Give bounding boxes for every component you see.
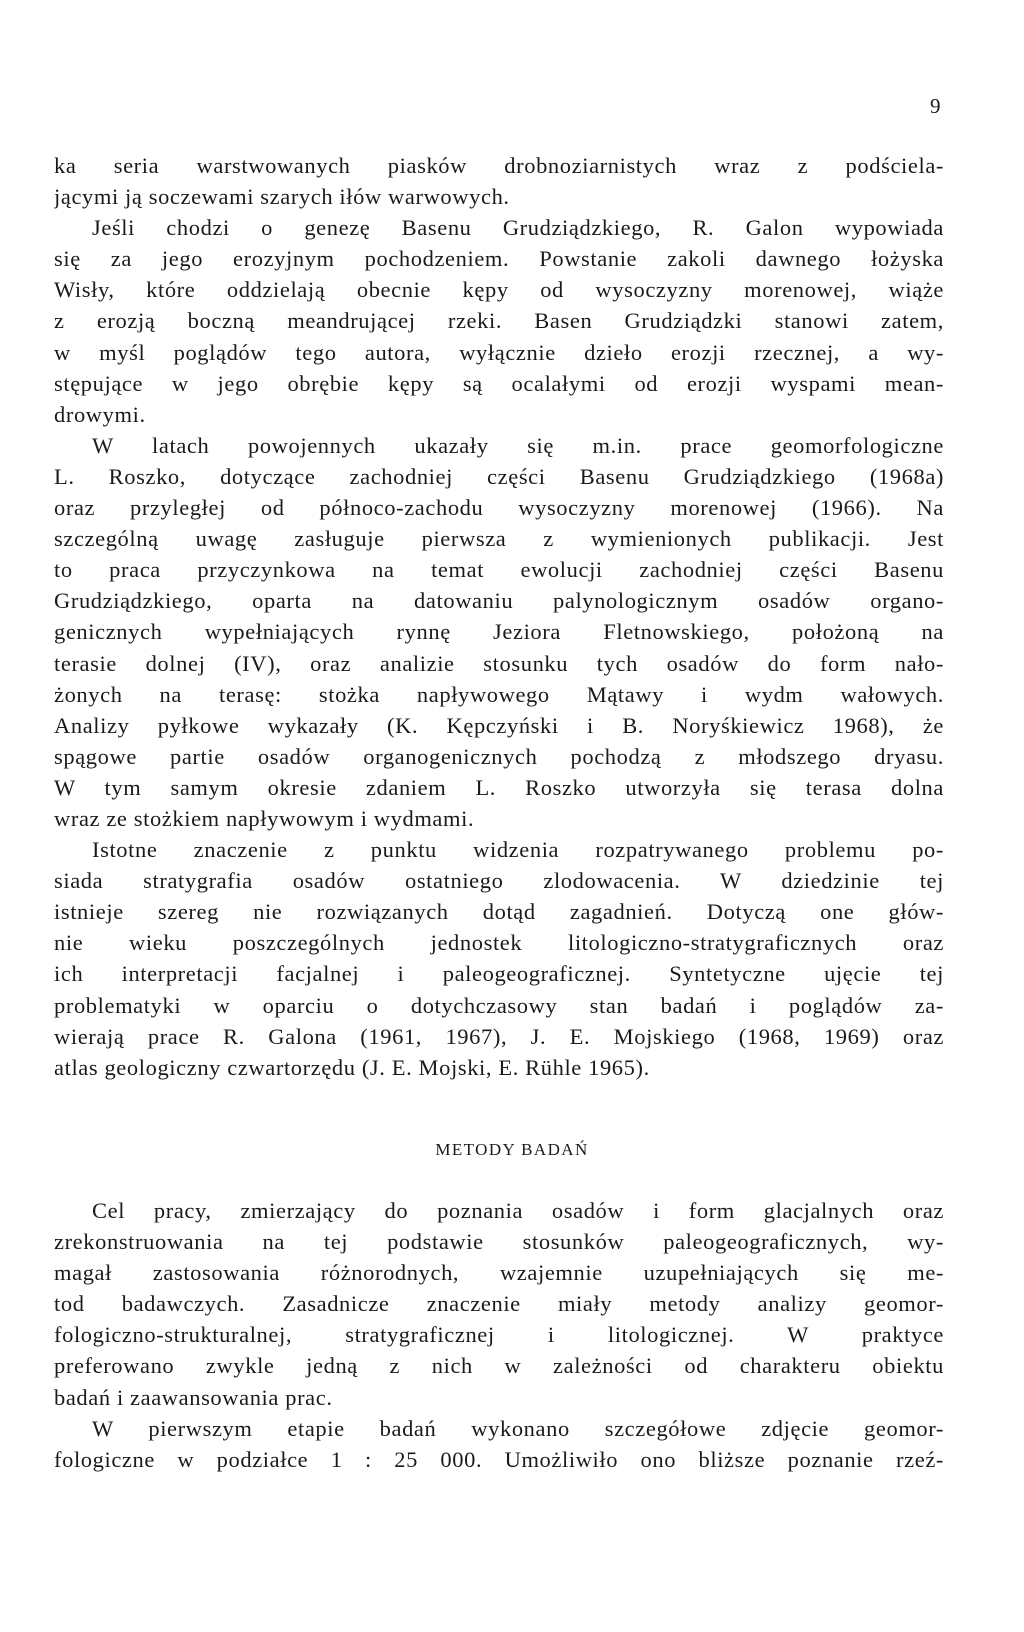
text-line: to praca przyczynkowa na temat ewolucji zachodniej części Basenu [54, 557, 944, 583]
text-line: badań i zaawansowania prac. [54, 1384, 333, 1410]
text-line: wierają prace R. Galona (1961, 1967), J. E. Mojskiego (1968, 1969) oraz [54, 1023, 944, 1049]
section-heading: METODY BADAŃ [435, 1140, 589, 1159]
text-line: ich interpretacji facjalnej i paleogeograficznej. Syntetyczne ujęcie tej [54, 961, 944, 987]
text-line: istnieje szereg nie rozwiązanych dotąd zagadnień. Dotyczą one głów- [54, 899, 944, 925]
text-line: z erozją boczną meandrującej rzeki. Basen Grudziądzki stanowi zatem, [54, 308, 944, 334]
text-line: tod badawczych. Zasadnicze znaczenie miały metody analizy geomor- [54, 1291, 944, 1317]
text-line: stępujące w jego obrębie kępy są ocalałymi od erozji wyspami mean- [54, 370, 944, 396]
text-line: preferowano zwykle jedną z nich w zależności od charakteru obiektu [54, 1353, 944, 1379]
text-line: spągowe partie osadów organogenicznych pochodzą z młodszego dryasu. [54, 743, 944, 769]
text-line: W latach powojennych ukazały się m.in. prace geomorfologiczne [92, 432, 944, 458]
text-line: drowymi. [54, 401, 146, 427]
text-line: Wisły, które oddzielają obecnie kępy od wysoczyzny morenowej, wiąże [54, 277, 944, 303]
text-line: Istotne znaczenie z punktu widzenia rozpatrywanego problemu po- [92, 837, 944, 863]
text-line: L. Roszko, dotyczące zachodniej części Basenu Grudziądzkiego (1968a) [54, 463, 944, 489]
text-line: nie wieku poszczególnych jednostek litologiczno-stratygraficznych oraz [54, 930, 944, 956]
text-line: oraz przyległej od północo-zachodu wysoczyzny morenowej (1966). Na [54, 495, 944, 521]
text-line: ka seria warstwowanych piasków drobnoziarnistych wraz z podściela- [54, 153, 944, 178]
text-line: atlas geologiczny czwartorzędu (J. E. Mojski, E. Rühle 1965). [54, 1054, 650, 1080]
text-line: Analizy pyłkowe wykazały (K. Kępczyński i B. Noryśkiewicz 1968), że [54, 712, 944, 738]
text-line: magał zastosowania różnorodnych, wzajemnie uzupełniających się me- [54, 1260, 944, 1286]
text-line: się za jego erozyjnym pochodzeniem. Powstanie zakoli dawnego łożyska [54, 246, 944, 272]
text-line: w myśl poglądów tego autora, wyłącznie dzieło erozji rzecznej, a wy- [54, 339, 944, 365]
text-line: problematyki w oparciu o dotychczasowy stan badań i poglądów za- [54, 992, 944, 1018]
text-line: wraz ze stożkiem napływowym i wydmami. [54, 805, 475, 831]
text-line: W pierwszym etapie badań wykonano szczegółowe zdjęcie geomor- [92, 1415, 944, 1441]
text-line: zrekonstruowania na tej podstawie stosunków paleogeograficznych, wy- [54, 1229, 944, 1255]
text-line: Grudziądzkiego, oparta na datowaniu palynologicznym osadów organo- [54, 588, 944, 614]
text-line: jącymi ją soczewami szarych iłów warwowych. [54, 184, 510, 210]
text-line: szczególną uwagę zasługuje pierwsza z wymienionych publikacji. Jest [54, 526, 944, 552]
text-line: fologiczne w podziałce 1 : 25 000. Umożliwiło ono bliższe poznanie rzeź- [54, 1446, 944, 1472]
text-line: genicznych wypełniających rynnę Jeziora Fletnowskiego, położoną na [54, 619, 944, 645]
text-line: Jeśli chodzi o genezę Basenu Grudziądzkiego, R. Galon wypowiada [92, 215, 944, 241]
text-line: żonych na terasę: stożka napływowego Mątawy i wydm wałowych. [54, 681, 944, 707]
text-line: W tym samym okresie zdaniem L. Roszko utworzyła się terasa dolna [54, 774, 944, 800]
text-line: fologiczno-strukturalnej, stratygraficznej i litologicznej. W praktyce [54, 1322, 944, 1348]
page-number: 9 [930, 94, 941, 118]
text-line: terasie dolnej (IV), oraz analizie stosunku tych osadów do form nało- [54, 650, 944, 676]
text-line: siada stratygrafia osadów ostatniego zlodowacenia. W dziedzinie tej [54, 868, 944, 894]
text-line: Cel pracy, zmierzający do poznania osadów i form glacjalnych oraz [92, 1198, 944, 1223]
body-text-lower [54, 1195, 944, 1475]
body-text-upper [54, 150, 944, 1083]
